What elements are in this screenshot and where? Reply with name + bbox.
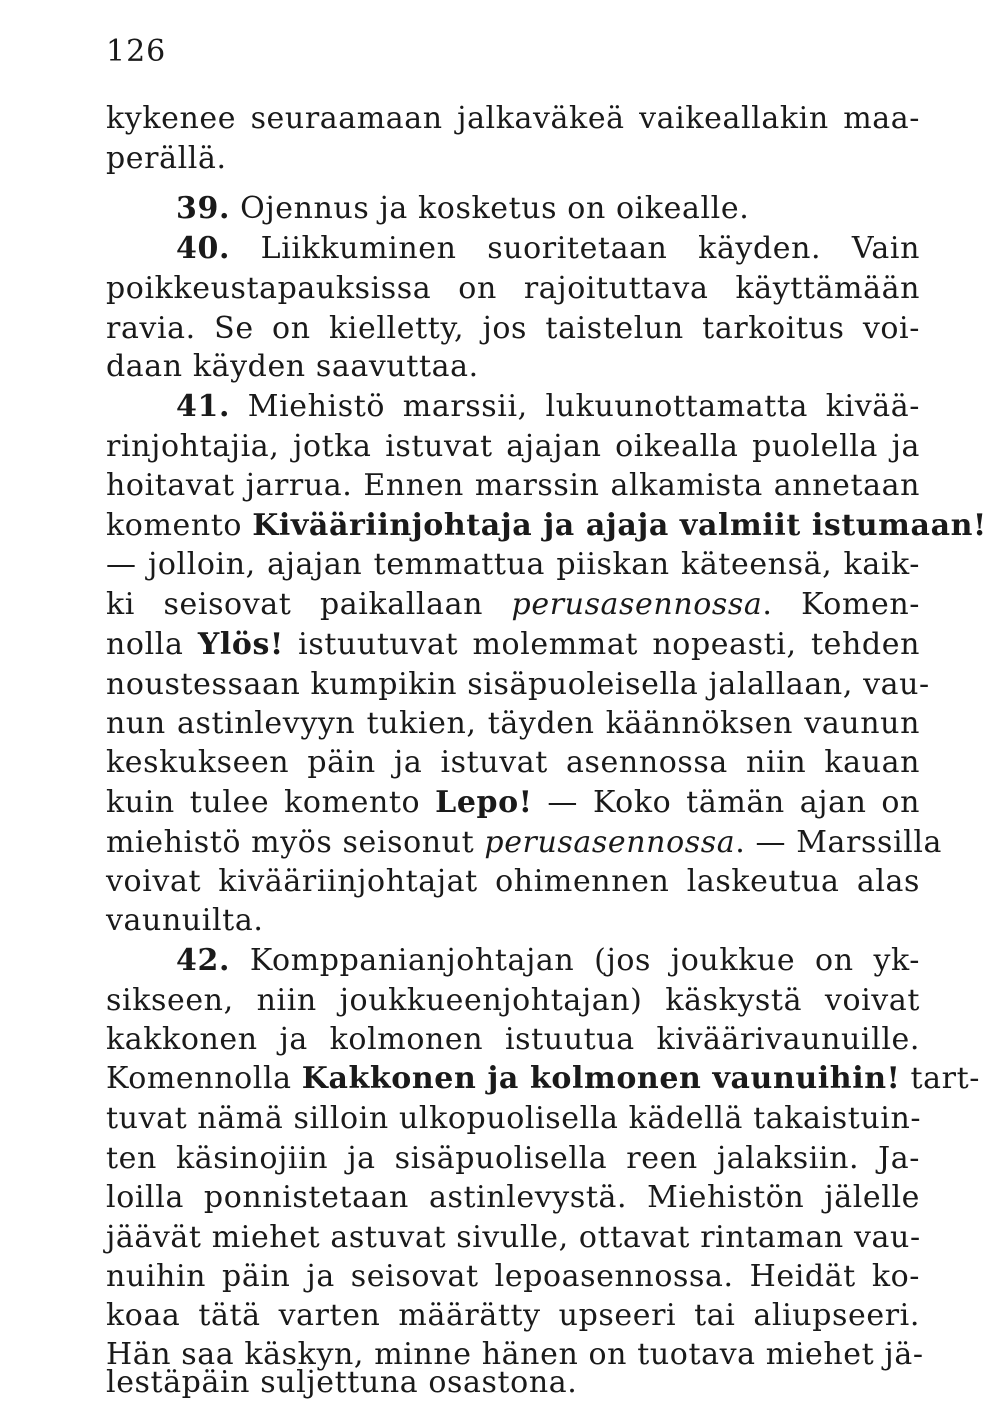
text-line: loilla ponnistetaan astinlevystä. Miehistön jälelle (106, 1180, 920, 1215)
text-line: — jolloin, ajajan temmattua piiskan käteensä, kaik- (106, 547, 920, 582)
text-line: Komennolla Kakkonen ja kolmonen vaunuihin! tart- (106, 1061, 980, 1096)
command-text: Ylös! (197, 627, 284, 662)
command-text: Kakkonen ja kolmonen vaunuihin! (301, 1061, 901, 1096)
paragraph-start-40: 40. Liikkuminen suoritetaan käyden. Vain (176, 231, 920, 266)
text-line: voivat kivääriinjohtajat ohimennen laskeutua alas (106, 864, 920, 899)
text-line: nuihin päin ja seisovat lepoasennossa. Heidät ko- (106, 1259, 920, 1294)
paragraph-start-42: 42. Komppanianjohtajan (jos joukkue on yk- (176, 943, 920, 978)
command-text: Kivääriinjohtaja ja ajaja valmiit istumaan! (252, 508, 987, 543)
text-line: koaa tätä varten määrätty upseeri tai aliupseeri. (106, 1298, 920, 1333)
text-line: rinjohtajia, jotka istuvat ajajan oikealla puolella ja (106, 429, 920, 464)
command-text: Lepo! (435, 785, 533, 820)
text-line: lestäpäin suljettuna osastona. (106, 1365, 578, 1400)
text-line: ten käsinojiin ja sisäpuolisella reen jalaksiin. Ja- (106, 1141, 920, 1176)
text-line: perällä. (106, 141, 227, 176)
text-line: vaunuilta. (106, 903, 264, 938)
text-line: poikkeustapauksissa on rajoituttava käyttämään (106, 271, 920, 306)
text-line: daan käyden saavuttaa. (106, 349, 479, 384)
text-line: nun astinlevyyn tukien, täyden käännöksen vaunun (106, 706, 920, 741)
paragraph-start-41: 41. Miehistö marssii, lukuunottamatta kivää- (176, 389, 920, 424)
text-line: kakkonen ja kolmonen istuutua kiväärivaunuille. (106, 1022, 920, 1057)
text-line: ravia. Se on kielletty, jos taistelun tarkoitus voi- (106, 311, 920, 346)
paragraph-number: 40. (176, 231, 230, 266)
page-number: 126 (106, 34, 167, 69)
text-line: keskukseen päin ja istuvat asennossa niin kauan (106, 745, 920, 780)
text-line: hoitavat jarrua. Ennen marssin alkamista annetaan (106, 468, 920, 503)
text-line: noustessaan kumpikin sisäpuoleisella jalallaan, vau- (106, 667, 930, 702)
paragraph-number: 39. (176, 191, 230, 226)
text-line: miehistö myös seisonut perusasennossa. — Marssilla (106, 825, 943, 860)
paragraph-number: 41. (176, 389, 230, 424)
emphasis-text: perusasennossa (511, 587, 763, 622)
paragraph-start-39: 39. Ojennus ja kosketus on oikealle. (176, 191, 750, 226)
text-line: jäävät miehet astuvat sivulle, ottavat rintaman vau- (106, 1220, 921, 1255)
text-line: nolla Ylös! istuutuvat molemmat nopeasti, tehden (106, 627, 920, 662)
text-line: tuvat nämä silloin ulkopuolisella kädellä takaistuin- (106, 1101, 922, 1136)
text-line: Hän saa käskyn, minne hänen on tuotava miehet jä- (106, 1337, 924, 1372)
text-line: kuin tulee komento Lepo! — Koko tämän ajan on (106, 785, 920, 820)
paragraph-number: 42. (176, 943, 230, 978)
text-line: komento Kivääriinjohtaja ja ajaja valmiit istumaan! (106, 508, 987, 543)
text-line: kykenee seuraamaan jalkaväkeä vaikeallakin maa- (106, 101, 920, 136)
text-line: sikseen, niin joukkueenjohtajan) käskystä voivat (106, 983, 920, 1018)
text-line: ki seisovat paikallaan perusasennossa. Komen- (106, 587, 921, 622)
emphasis-text: perusasennossa (484, 825, 736, 860)
